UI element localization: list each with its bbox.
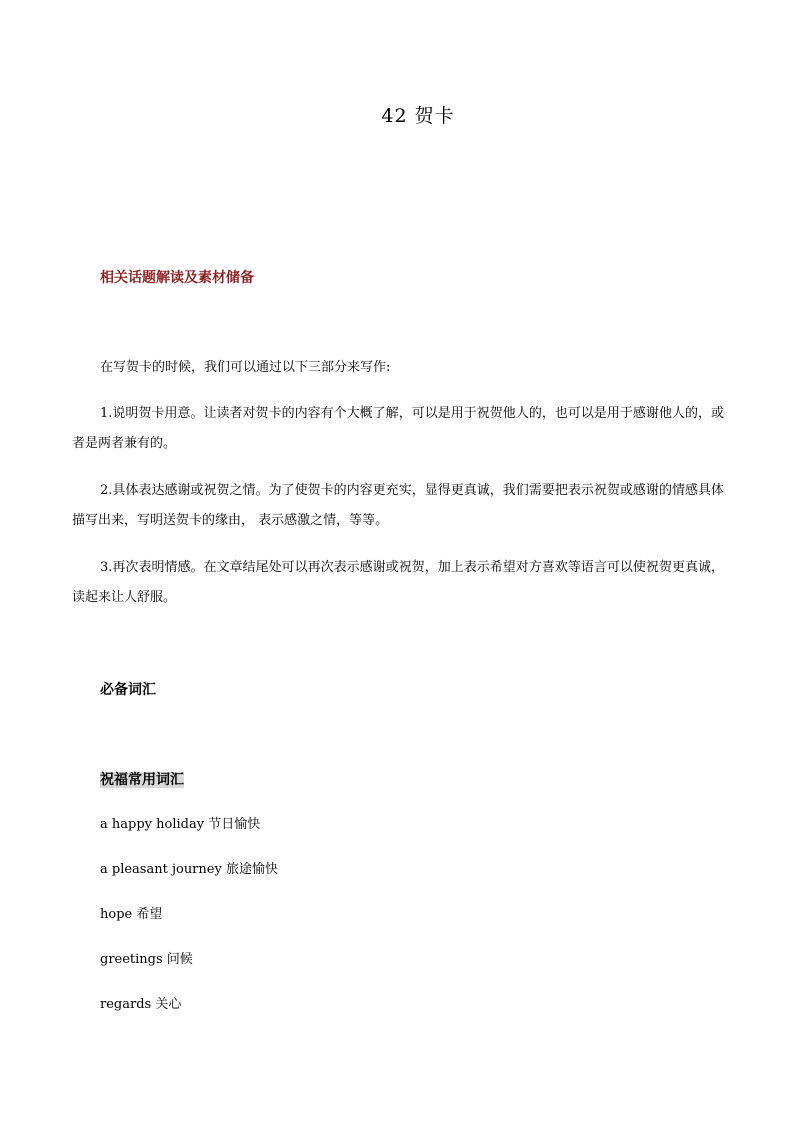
- page-title: 42 贺卡: [381, 105, 455, 127]
- intro-paragraph: 在写贺卡的时候，我们可以通过以下三部分来写作:: [100, 360, 391, 375]
- vocab-heading: 必备词汇: [100, 682, 156, 698]
- point-paragraph-3: 3.再次表明情感。在文章结尾处可以再次表示感谢或祝贺，加上表示希望对方喜欢等语言可以使祝贺更真诚，读起来让人舒服。: [72, 560, 724, 605]
- vocab-item: a pleasant journey 旅途愉快: [100, 862, 278, 877]
- section-heading: 相关话题解读及素材储备: [100, 270, 254, 286]
- vocab-item: a happy holiday 节日愉快: [100, 817, 261, 832]
- vocab-subheading: [100, 770, 184, 790]
- point-paragraph-2: 2.具体表达感谢或祝贺之情。为了使贺卡的内容更充实，显得更真诚，我们需要把表示祝贺或感谢的情感具体描写出来，写明送贺卡的缘由， 表示感激之情，等等。: [72, 483, 724, 528]
- vocab-item: greetings 问候: [100, 952, 193, 967]
- vocab-subheading-text: 祝福常用词汇: [100, 772, 184, 788]
- vocab-item: hope 希望: [100, 907, 163, 922]
- point-paragraph-1: 1.说明贺卡用意。让读者对贺卡的内容有个大概了解，可以是用于祝贺他人的，也可以是用于感谢他人的，或者是两者兼有的。: [72, 406, 724, 451]
- vocab-item: regards 关心: [100, 997, 182, 1012]
